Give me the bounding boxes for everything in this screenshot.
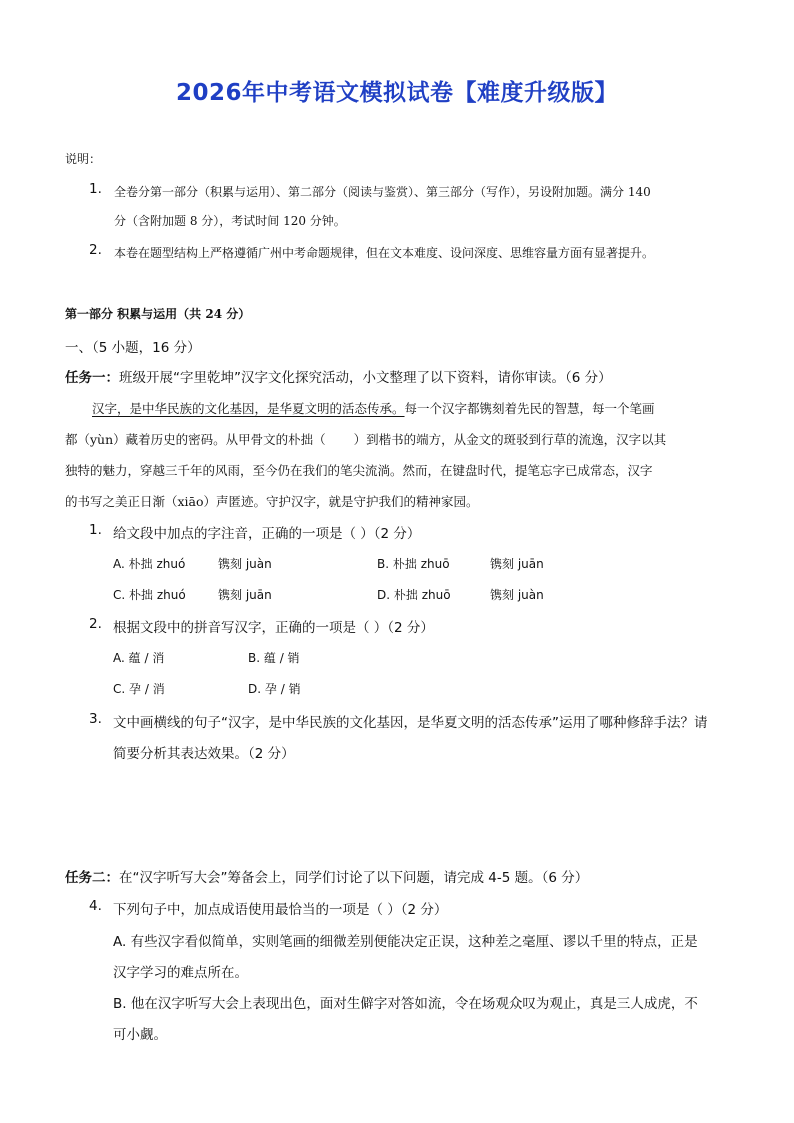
q1-option-c <box>113 586 186 603</box>
q4-text: 下列句子中，加点成语使用最恰当的一项是（ ）（2 分） <box>113 902 448 918</box>
option-word-1: 朴拙 zhuō <box>393 588 451 602</box>
passage-line-1 <box>92 399 655 417</box>
option-label: B. <box>248 651 261 665</box>
q2-text: 根据文段中的拼音写汉字，正确的一项是（ ）（2 分） <box>113 620 434 636</box>
part1-heading: 第一部分 积累与运用（共 24 分） <box>65 307 251 321</box>
passage-line-1-rest: 每一个汉字都镌刻着先民的智慧，每一个笔画 <box>404 401 655 416</box>
passage-line-2a: 都（yùn）藏着历史的密码。从甲骨文的朴拙（ <box>65 432 326 447</box>
option-word-1: 朴拙 zhuó <box>129 588 186 602</box>
option-value: 孕 / 消 <box>129 682 165 696</box>
option-word-1: 朴拙 zhuō <box>392 557 450 571</box>
passage-line-3: 独特的魅力，穿越三千年的风雨，至今仍在我们的笔尖流淌。然而，在键盘时代，提笔忘字已成常态，汉字 <box>65 463 653 478</box>
task1-line <box>65 366 612 386</box>
option-label: B. <box>377 557 390 571</box>
option-word-1: 朴拙 zhuó <box>128 557 186 571</box>
q1-option-a <box>113 555 185 572</box>
option-label: C. <box>113 588 126 602</box>
page-title: 2026年中考语文模拟试卷【难度升级版】 <box>175 80 618 106</box>
q4-number: 4. <box>89 898 102 914</box>
task2-line <box>65 866 588 886</box>
option-label: D. <box>248 682 262 696</box>
q2-number: 2. <box>89 616 102 632</box>
passage-line-2b: ）到楷书的端方，从金文的斑驳到行草的流逸，汉字以其 <box>353 432 667 447</box>
q2-option-a <box>113 649 164 666</box>
task2-text: 在“汉字听写大会”筹备会上，同学们讨论了以下问题，请完成 4-5 题。（6 分） <box>119 870 589 886</box>
q3-line-1: 文中画横线的句子“汉字，是中华民族的文化基因，是华夏文明的活态传承”运用了哪种修辞手法？请 <box>113 715 708 731</box>
option-value: 蕴 / 消 <box>128 651 165 665</box>
q1-text: 给文段中加点的字注音，正确的一项是（ ）（2 分） <box>113 526 421 542</box>
q1-option-d-word-2: 镌刻 juàn <box>490 588 544 602</box>
section-one-heading: 一、（5 小题，16 分） <box>65 340 201 356</box>
note-2-line-1: 本卷在题型结构上严格遵循广州中考命题规律，但在文本难度、设问深度、思维容量方面有显著提升。 <box>114 246 655 260</box>
q4-option-b-line-2: 可小觑。 <box>113 1027 167 1043</box>
task2-label: 任务二： <box>65 870 119 886</box>
q4-option-b-line-1: B. 他在汉字听写大会上表现出色，面对生僻字对答如流，令在场观众叹为观止，真是三人成虎，不 <box>113 996 698 1012</box>
option-label: A. <box>113 557 125 571</box>
passage-line-2 <box>65 430 666 448</box>
task1-text: 班级开展“字里乾坤”汉字文化探究活动，小文整理了以下资料，请你审读。（6 分） <box>119 370 612 386</box>
option-value: 孕 / 销 <box>264 682 301 696</box>
q2-option-d <box>248 680 301 697</box>
note-2-number: 2. <box>89 242 102 258</box>
q1-option-b <box>377 555 450 572</box>
q1-option-c-word-2: 镌刻 juān <box>218 588 272 602</box>
q1-option-a-word-2: 镌刻 juàn <box>218 557 272 571</box>
option-label: C. <box>113 682 126 696</box>
option-value: 蕴 / 销 <box>263 651 300 665</box>
underlined-sentence: 汉字，是中华民族的文化基因，是华夏文明的活态传承。 <box>92 401 405 416</box>
notes-label: 说明： <box>65 152 102 166</box>
note-1-number: 1. <box>89 181 102 197</box>
q3-number: 3. <box>89 711 102 727</box>
q3-line-2: 简要分析其表达效果。（2 分） <box>113 746 295 762</box>
option-label: D. <box>377 588 391 602</box>
q1-number: 1. <box>89 522 102 538</box>
q4-option-a-line-1: A. 有些汉字看似简单，实则笔画的细微差别便能决定正误，这种差之毫厘、谬以千里的特点，正是 <box>113 934 698 950</box>
q2-option-b <box>248 649 300 666</box>
q2-option-c <box>113 680 165 697</box>
q1-option-b-word-2: 镌刻 juān <box>490 557 544 571</box>
option-label: A. <box>113 651 125 665</box>
note-1-line-2: 分（含附加题 8 分），考试时间 120 分钟。 <box>114 214 346 228</box>
q4-option-a-line-2: 汉字学习的难点所在。 <box>113 965 248 981</box>
q1-option-d <box>377 586 451 603</box>
note-1-line-1: 全卷分第一部分（积累与运用）、第二部分（阅读与鉴赏）、第三部分（写作），另设附加题。满分 140 <box>114 185 651 199</box>
passage-line-4: 的书写之美正日渐（xiāo）声匿迹。守护汉字，就是守护我们的精神家园。 <box>65 494 479 509</box>
task1-label: 任务一： <box>65 370 119 386</box>
